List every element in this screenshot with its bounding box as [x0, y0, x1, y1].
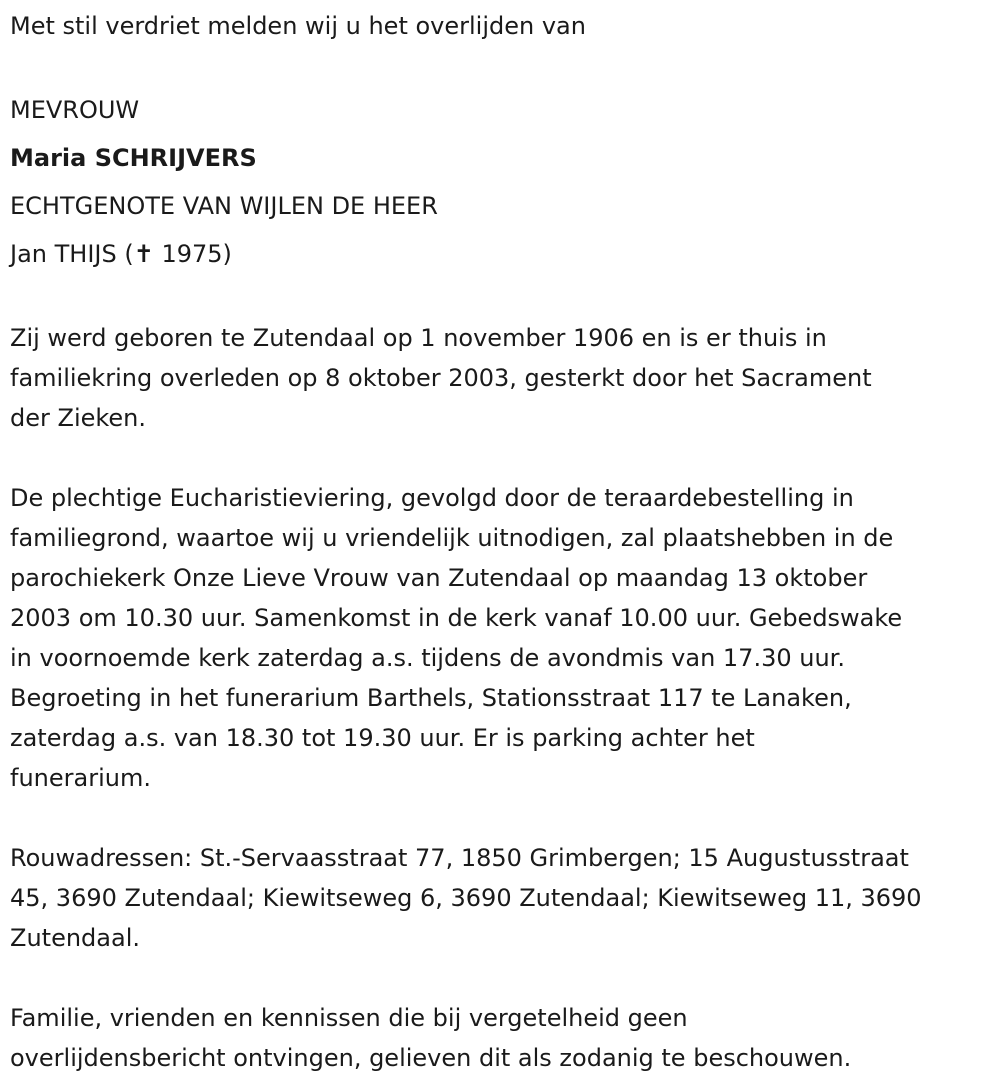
deceased-block — [10, 86, 995, 278]
deceased-title: MEVROUW — [10, 96, 140, 124]
paragraph-line: 2003 om 10.30 uur. Samenkomst in de kerk vanaf 10.00 uur. Gebedswake — [10, 604, 903, 632]
paragraph-line: 45, 3690 Zutendaal; Kiewitseweg 6, 3690 Zutendaal; Kiewitseweg 11, 3690 — [10, 884, 922, 912]
paragraph-line: overlijdensbericht ontvingen, gelieven dit als zodanig te beschouwen. — [10, 1044, 852, 1072]
deceased-relation: ECHTGENOTE VAN WIJLEN DE HEER — [10, 192, 438, 220]
ceremony-paragraph — [10, 478, 995, 798]
obituary-document — [10, 6, 995, 1078]
closing-paragraph — [10, 998, 995, 1078]
paragraph-line: funerarium. — [10, 764, 151, 792]
deceased-name: Maria SCHRIJVERS — [10, 144, 257, 172]
paragraph-line: parochiekerk Onze Lieve Vrouw van Zutendaal op maandag 13 oktober — [10, 564, 868, 592]
paragraph-line: Begroeting in het funerarium Barthels, Stationsstraat 117 te Lanaken, — [10, 684, 852, 712]
birth-death-paragraph — [10, 318, 995, 438]
paragraph-line: Familie, vrienden en kennissen die bij vergetelheid geen — [10, 1004, 688, 1032]
paragraph-line: familiekring overleden op 8 oktober 2003, gesterkt door het Sacrament — [10, 364, 872, 392]
paragraph-line: der Zieken. — [10, 404, 147, 432]
paragraph-line: zaterdag a.s. van 18.30 tot 19.30 uur. Er is parking achter het — [10, 724, 755, 752]
paragraph-line: Zij werd geboren te Zutendaal op 1 november 1906 en is er thuis in — [10, 324, 827, 352]
paragraph-line: Zutendaal. — [10, 924, 140, 952]
paragraph-line: Rouwadressen: St.-Servaasstraat 77, 1850 Grimbergen; 15 Augustusstraat — [10, 844, 909, 872]
paragraph-line: in voornoemde kerk zaterdag a.s. tijdens de avondmis van 17.30 uur. — [10, 644, 845, 672]
spouse-name: Jan THIJS (✝ 1975) — [10, 240, 232, 268]
addresses-paragraph — [10, 838, 995, 958]
intro-text: Met stil verdriet melden wij u het overlijden van — [10, 12, 586, 40]
paragraph-line: familiegrond, waartoe wij u vriendelijk uitnodigen, zal plaatshebben in de — [10, 524, 894, 552]
paragraph-line: De plechtige Eucharistieviering, gevolgd door de teraardebestelling in — [10, 484, 854, 512]
